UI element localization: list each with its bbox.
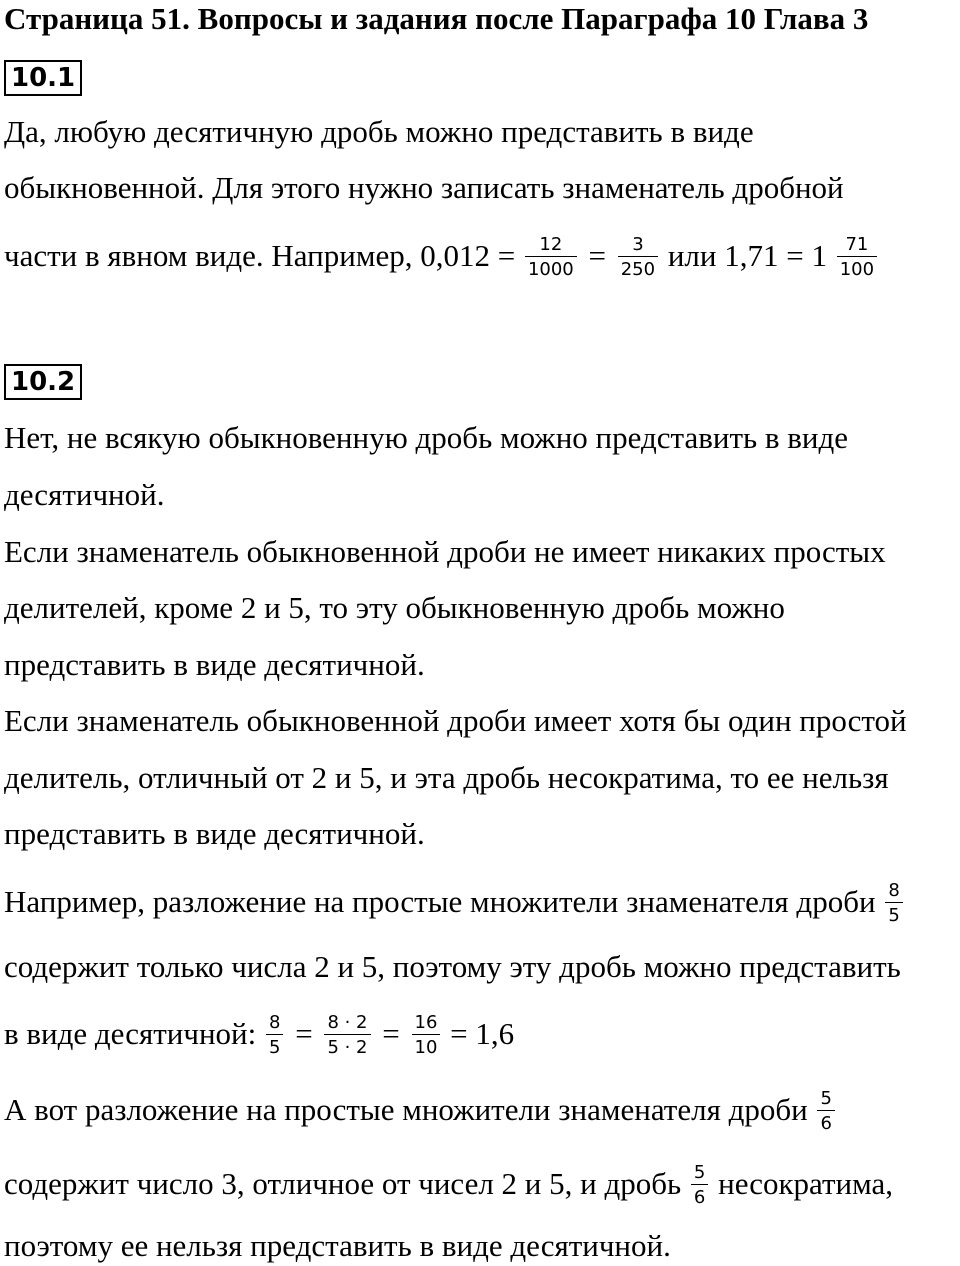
equals-sign: = [382,1016,400,1052]
fraction-denominator: 5 [888,905,900,926]
fraction-numerator: 3 [618,234,658,257]
task1-line-3-text: части в явном виде. Например, 0,012 = [4,238,516,274]
task2-p5-line-2-end: несократима, [718,1166,894,1202]
fraction-numerator: 8 [266,1012,283,1035]
task1-line-1: Да, любую десятичную дробь можно представить в виде [4,114,754,149]
fraction-denominator: 5 [269,1037,281,1058]
task2-p4-line-1-text: Например, разложение на простые множители знаменателя дроби [4,884,876,920]
fraction-denominator: 6 [693,1187,706,1208]
task2-p3-line-3: представить в виде десятичной. [4,816,425,851]
fraction-denominator: 100 [839,259,875,280]
fraction-numerator: 12 [525,234,577,257]
fraction-3-250 [618,234,658,280]
task2-p4-line-2: содержит только числа 2 и 5, поэтому эту дробь можно представить [4,949,901,984]
task2-p5-line-2 [4,1164,893,1210]
fraction-12-1000 [525,234,577,280]
fraction-denominator: 250 [620,259,656,280]
task2-p5-line-3: поэтому ее нельзя представить в виде десятичной. [4,1228,671,1263]
task2-p3-line-2: делитель, отличный от 2 и 5, и эта дробь несократима, то ее нельзя [4,760,889,795]
fraction-5-6 [817,1088,834,1134]
equals-sign: = [295,1016,313,1052]
task2-p5-line-1 [4,1090,837,1136]
task1-mid-text: или 1,71 = 1 [667,238,827,274]
task-number-10-2: 10.2 [4,364,82,400]
task2-p2-line-2: делителей, кроме 2 и 5, то эту обыкновенную дробь можно [4,590,785,625]
task1-line-2: обыкновенной. Для этого нужно записать знаменатель дробной [4,170,844,205]
fraction-8-5 [266,1012,283,1058]
page-title: Страница 51. Вопросы и задания после Параграфа 10 Глава 3 [4,1,869,36]
fraction-numerator: 71 [837,234,877,257]
fraction-8x2-5x2 [324,1012,370,1058]
task2-p2-line-3: представить в виде десятичной. [4,647,425,682]
fraction-8-5 [885,880,902,926]
fraction-denominator: 1000 [527,259,574,280]
fraction-numerator: 8 [885,880,902,903]
fraction-71-100 [837,234,877,280]
fraction-16-10 [412,1012,441,1058]
equals-sign: = [588,238,606,274]
fraction-numerator: 5 [691,1162,708,1185]
task2-p4-line-3 [4,1014,514,1060]
task2-p4-line-3-text: в виде десятичной: [4,1016,257,1052]
task2-p2-line-1: Если знаменатель обыкновенной дроби не имеет никаких простых [4,534,886,569]
fraction-denominator: 6 [820,1113,832,1134]
task2-p5-line-1-text: А вот разложение на простые множители знаменателя дроби [4,1092,808,1128]
fraction-numerator: 5 [817,1088,834,1111]
task2-p1-line-1: Нет, не всякую обыкновенную дробь можно представить в виде [4,420,849,455]
task1-line-3 [4,236,879,282]
task2-p1-line-2: десятичной. [4,477,165,512]
result-value: = 1,6 [450,1016,515,1052]
fraction-denominator: 5 · 2 [327,1037,368,1058]
fraction-5-6 [691,1162,708,1208]
task2-p4-line-1 [4,882,905,928]
task2-p5-line-2-text: содержит число 3, отличное от чисел 2 и 5, и дробь [4,1166,682,1202]
task2-p3-line-1: Если знаменатель обыкновенной дроби имеет хотя бы один простой [4,703,907,738]
fraction-numerator: 16 [412,1012,441,1035]
task-number-10-1: 10.1 [4,60,82,96]
fraction-numerator: 8 · 2 [324,1012,370,1035]
fraction-denominator: 10 [414,1037,438,1058]
